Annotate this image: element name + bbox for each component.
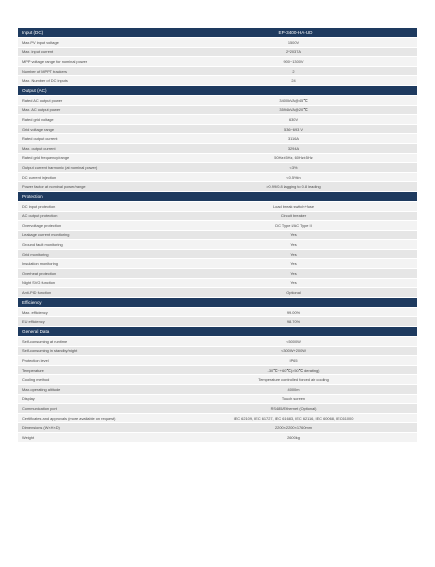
table-row (18, 337, 417, 347)
spec-label: DC input protection (22, 203, 56, 209)
spec-label: Number of MPPT trackers (22, 68, 67, 74)
section-title: Output (AC) (22, 87, 47, 93)
section-title: Protection (22, 193, 43, 199)
table-row (18, 317, 417, 327)
spec-sheet (18, 28, 417, 443)
spec-value: 2600kg (287, 434, 300, 440)
table-row (18, 212, 417, 222)
spec-value: -30℃~+60℃(>50℃ derating) (267, 367, 320, 373)
spec-label: Max.operating altitude (22, 386, 61, 392)
spec-label: Insulation monitoring (22, 261, 58, 267)
spec-value: 3594kVA@20℃ (279, 107, 308, 113)
table-row (18, 182, 417, 192)
spec-value: Touch screen (281, 396, 306, 402)
spec-label: AC output protection (22, 213, 58, 219)
spec-value: <3% (289, 164, 298, 170)
spec-label: Dimensions (W×H×D) (22, 425, 60, 431)
spec-label: Rated grid frequency/range (22, 155, 70, 161)
spec-label: Overheat protection (22, 270, 57, 276)
table-row (18, 269, 417, 279)
table-row (18, 154, 417, 164)
spec-label: Self-consuming in standby/night (22, 348, 78, 354)
spec-label: Ground fault monitoring (22, 242, 63, 248)
table-row (18, 414, 417, 424)
spec-value: 900~1300V (283, 58, 304, 64)
table-row (18, 125, 417, 135)
table-row (18, 134, 417, 144)
spec-value: Yes (290, 242, 297, 248)
spec-label: Power factor at nominal power/range (22, 184, 86, 190)
spec-value: 1500V (287, 39, 300, 45)
spec-label: Max. AC output power (22, 107, 61, 113)
spec-label: Grid voltage range (22, 126, 55, 132)
section-title: Efficiency (22, 299, 42, 305)
table-row (18, 115, 417, 125)
spec-value: 3294A (287, 145, 300, 151)
spec-label: Self-consuming at runtime (22, 338, 68, 344)
spec-value: 2 (292, 68, 295, 74)
spec-label: Rated AC output power (22, 97, 63, 103)
spec-label: Leakage current monitoring (22, 232, 70, 238)
spec-label: Grid monitoring (22, 251, 49, 257)
table-row (18, 347, 417, 357)
spec-value: 99.00% (286, 309, 301, 315)
spec-value: DC Type I/AC Type II (275, 222, 312, 228)
table-row (18, 231, 417, 241)
table-row (18, 163, 417, 173)
spec-label: Output current harmonic (at nominal power) (22, 164, 98, 170)
spec-label: Certificates and approvals (more available on request) (22, 415, 116, 421)
spec-value: 24 (291, 78, 296, 84)
spec-value: 536~693 V (284, 126, 303, 132)
table-row (18, 259, 417, 269)
spec-label: MPP voltage range for nominal power (22, 58, 88, 64)
table-row (18, 308, 417, 318)
table-row (18, 106, 417, 116)
spec-label: Max. Number of DC inputs (22, 78, 68, 84)
spec-label: Overvoltage protection (22, 222, 62, 228)
table-row (18, 76, 417, 86)
spec-value: 4000m (287, 386, 300, 392)
model-name: EP-3400-HA-UD (278, 30, 313, 35)
section-header-protection (18, 192, 417, 202)
table-row (18, 250, 417, 260)
spec-value: RS485/Ethernet (Optional) (270, 405, 317, 411)
spec-value: 3116A (288, 136, 299, 142)
table-row (18, 433, 417, 443)
spec-label: Max. efficiency (22, 309, 48, 315)
table-row (18, 202, 417, 212)
table-row (18, 96, 417, 106)
spec-label: Display (22, 396, 35, 402)
spec-value: <5000W (286, 338, 301, 344)
table-row (18, 356, 417, 366)
spec-value: Yes (290, 232, 297, 238)
spec-value: Temperature controlled forced air cooling (258, 377, 329, 383)
spec-value: Load break switch+fuse (273, 203, 314, 209)
spec-value: Yes (290, 251, 297, 257)
spec-label: Max. input current (22, 49, 54, 55)
table-row (18, 395, 417, 405)
section-header-input-dc (18, 28, 417, 38)
spec-value: 98.70% (286, 319, 301, 325)
table-row (18, 385, 417, 395)
table-row (18, 404, 417, 414)
spec-value: >0.99/0.8 lagging to 0.8 leading (266, 184, 321, 190)
spec-label: Cooling method (22, 377, 50, 383)
spec-label: Max.PV input voltage (22, 39, 59, 45)
spec-value: IEC 62109, IEC 61727, IEC 61683, IEC 62116, IEC 60068, IEC61000 (233, 415, 354, 421)
spec-value: Yes (290, 261, 297, 267)
section-title: General Data (22, 329, 50, 335)
table-row (18, 423, 417, 433)
spec-value: 50Hz±5Hz, 60Hz±5Hz (274, 155, 313, 161)
table-row (18, 279, 417, 289)
spec-label: Weight (22, 434, 35, 440)
spec-label: EU efficiency (22, 319, 45, 325)
table-row (18, 173, 417, 183)
spec-value: Circuit breaker (280, 213, 307, 219)
table-row (18, 375, 417, 385)
spec-label: Communication port (22, 405, 57, 411)
section-header-general-data (18, 327, 417, 337)
table-row (18, 67, 417, 77)
spec-label: Anti-PID function (22, 290, 52, 296)
section-title: Input (DC) (22, 30, 44, 35)
table-row (18, 240, 417, 250)
table-row (18, 144, 417, 154)
table-row (18, 366, 417, 376)
spec-label: Night SVG function (22, 280, 56, 286)
spec-value: IP65 (289, 358, 298, 364)
table-row (18, 38, 417, 48)
spec-value: 2*2037A (286, 49, 301, 55)
spec-value: <300W+200W (281, 348, 306, 354)
spec-value: 3400kVA@45℃ (279, 97, 308, 103)
table-row (18, 221, 417, 231)
table-row (18, 57, 417, 67)
table-row (18, 48, 417, 58)
spec-label: Rated output current (22, 136, 58, 142)
section-header-output-ac (18, 86, 417, 96)
spec-value: <0.5%In (286, 174, 301, 180)
spec-label: Max. output current (22, 145, 56, 151)
spec-label: Temperature (22, 367, 44, 373)
spec-label: DC current injection (22, 174, 57, 180)
spec-value: Yes (290, 280, 297, 286)
spec-value: 2200×2200×1760mm (275, 425, 312, 431)
section-header-efficiency (18, 298, 417, 308)
spec-value: 630V (288, 116, 299, 122)
spec-label: Rated grid voltage (22, 116, 54, 122)
spec-label: Protection level (22, 358, 49, 364)
table-row (18, 288, 417, 298)
spec-value: Yes (290, 270, 297, 276)
spec-value: Optional (286, 290, 301, 296)
